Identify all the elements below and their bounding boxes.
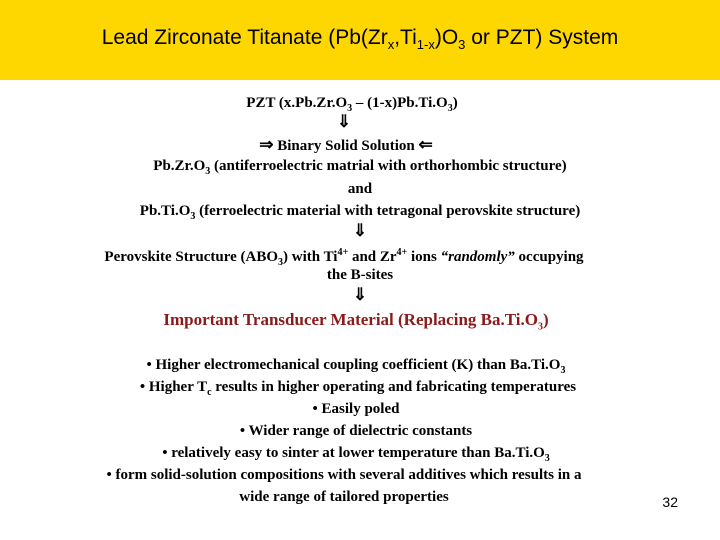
- bsites-line: the B-sites: [326, 267, 394, 283]
- randomly-emphasis: “randomly”: [440, 249, 515, 265]
- perovskite-text: Perovskite Structure (ABO: [104, 249, 279, 265]
- binary-solution: [0, 136, 706, 155]
- perovskite-sup: 4+: [337, 247, 349, 258]
- title-text: Lead Zirconate Titanate (Pb(Zr: [101, 25, 388, 49]
- pzt-text: – (1-x)Pb.Ti.O: [352, 95, 448, 111]
- important-heading: [0, 311, 716, 336]
- page-number: 32: [662, 494, 678, 510]
- pbzro3-sub: 3: [205, 166, 211, 177]
- right-arrow-icon: ⇒: [259, 135, 274, 154]
- important-text: ): [542, 310, 549, 329]
- title-sub: x: [387, 37, 395, 53]
- down-arrow-icon: ⇓: [352, 221, 368, 240]
- bullet-item: [0, 356, 716, 380]
- perovskite-text: ions: [407, 249, 441, 265]
- left-arrow-icon: ⇐: [418, 135, 433, 154]
- bullet-text: • Higher T: [139, 379, 208, 395]
- pbtio3-sub: 3: [190, 211, 196, 222]
- pzt-text: ): [452, 95, 458, 111]
- title-sub: 1-x: [416, 37, 435, 53]
- bullet-item: • form solid-solution compositions with several additives which results in a: [106, 467, 582, 483]
- bullet-sub: 3: [560, 365, 566, 376]
- pbzro3-line: [0, 157, 720, 181]
- down-arrow-icon: ⇓: [336, 112, 352, 131]
- title-bar: [0, 0, 720, 80]
- title-sub: 3: [458, 37, 466, 53]
- bullet-item: • Easily poled: [312, 401, 400, 417]
- perovskite-text: occupying: [514, 249, 584, 265]
- pbzro3-text: Pb.Zr.O: [153, 158, 206, 174]
- title-text: )O: [434, 25, 459, 49]
- slide-title: [102, 26, 619, 52]
- and-line: and: [347, 181, 373, 197]
- bullet-item: • Wider range of dielectric constants: [239, 423, 473, 439]
- pzt-sub: 3: [447, 103, 453, 114]
- important-text: Important Transducer Material (Replacing Ba.Ti.O: [163, 310, 538, 329]
- bullet-sub: 3: [544, 453, 550, 464]
- pzt-sub: 3: [347, 103, 353, 114]
- pbzro3-text: (antiferroelectric matrial with orthorhombic structure): [210, 158, 567, 174]
- title-text: or PZT) System: [465, 25, 619, 49]
- down-arrow-icon: ⇓: [352, 285, 368, 304]
- bullet-item: [0, 378, 718, 402]
- perovskite-text: and Zr: [348, 249, 397, 265]
- important-sub: 3: [537, 321, 543, 333]
- perovskite-text: ) with Ti: [283, 249, 338, 265]
- pzt-text: PZT (x.Pb.Zr.O: [246, 95, 348, 111]
- title-text: ,Ti: [394, 25, 417, 49]
- binary-text: Binary Solid Solution: [277, 138, 415, 154]
- bullet-sub: c: [207, 387, 212, 398]
- bullet-text: • Higher electromechanical coupling coefficient (K) than Ba.Ti.O: [146, 357, 561, 373]
- perovskite-sup: 4+: [396, 247, 408, 258]
- pbtio3-text: (ferroelectric material with tetragonal perovskite structure): [195, 203, 581, 219]
- perovskite-sub: 3: [278, 257, 284, 268]
- pbtio3-text: Pb.Ti.O: [139, 203, 191, 219]
- bullet-text: • relatively easy to sinter at lower temperature than Ba.Ti.O: [162, 445, 545, 461]
- bullet-continuation: wide range of tailored properties: [239, 489, 449, 505]
- bullet-item: [0, 444, 716, 468]
- bullet-text: results in higher operating and fabricating temperatures: [211, 379, 577, 395]
